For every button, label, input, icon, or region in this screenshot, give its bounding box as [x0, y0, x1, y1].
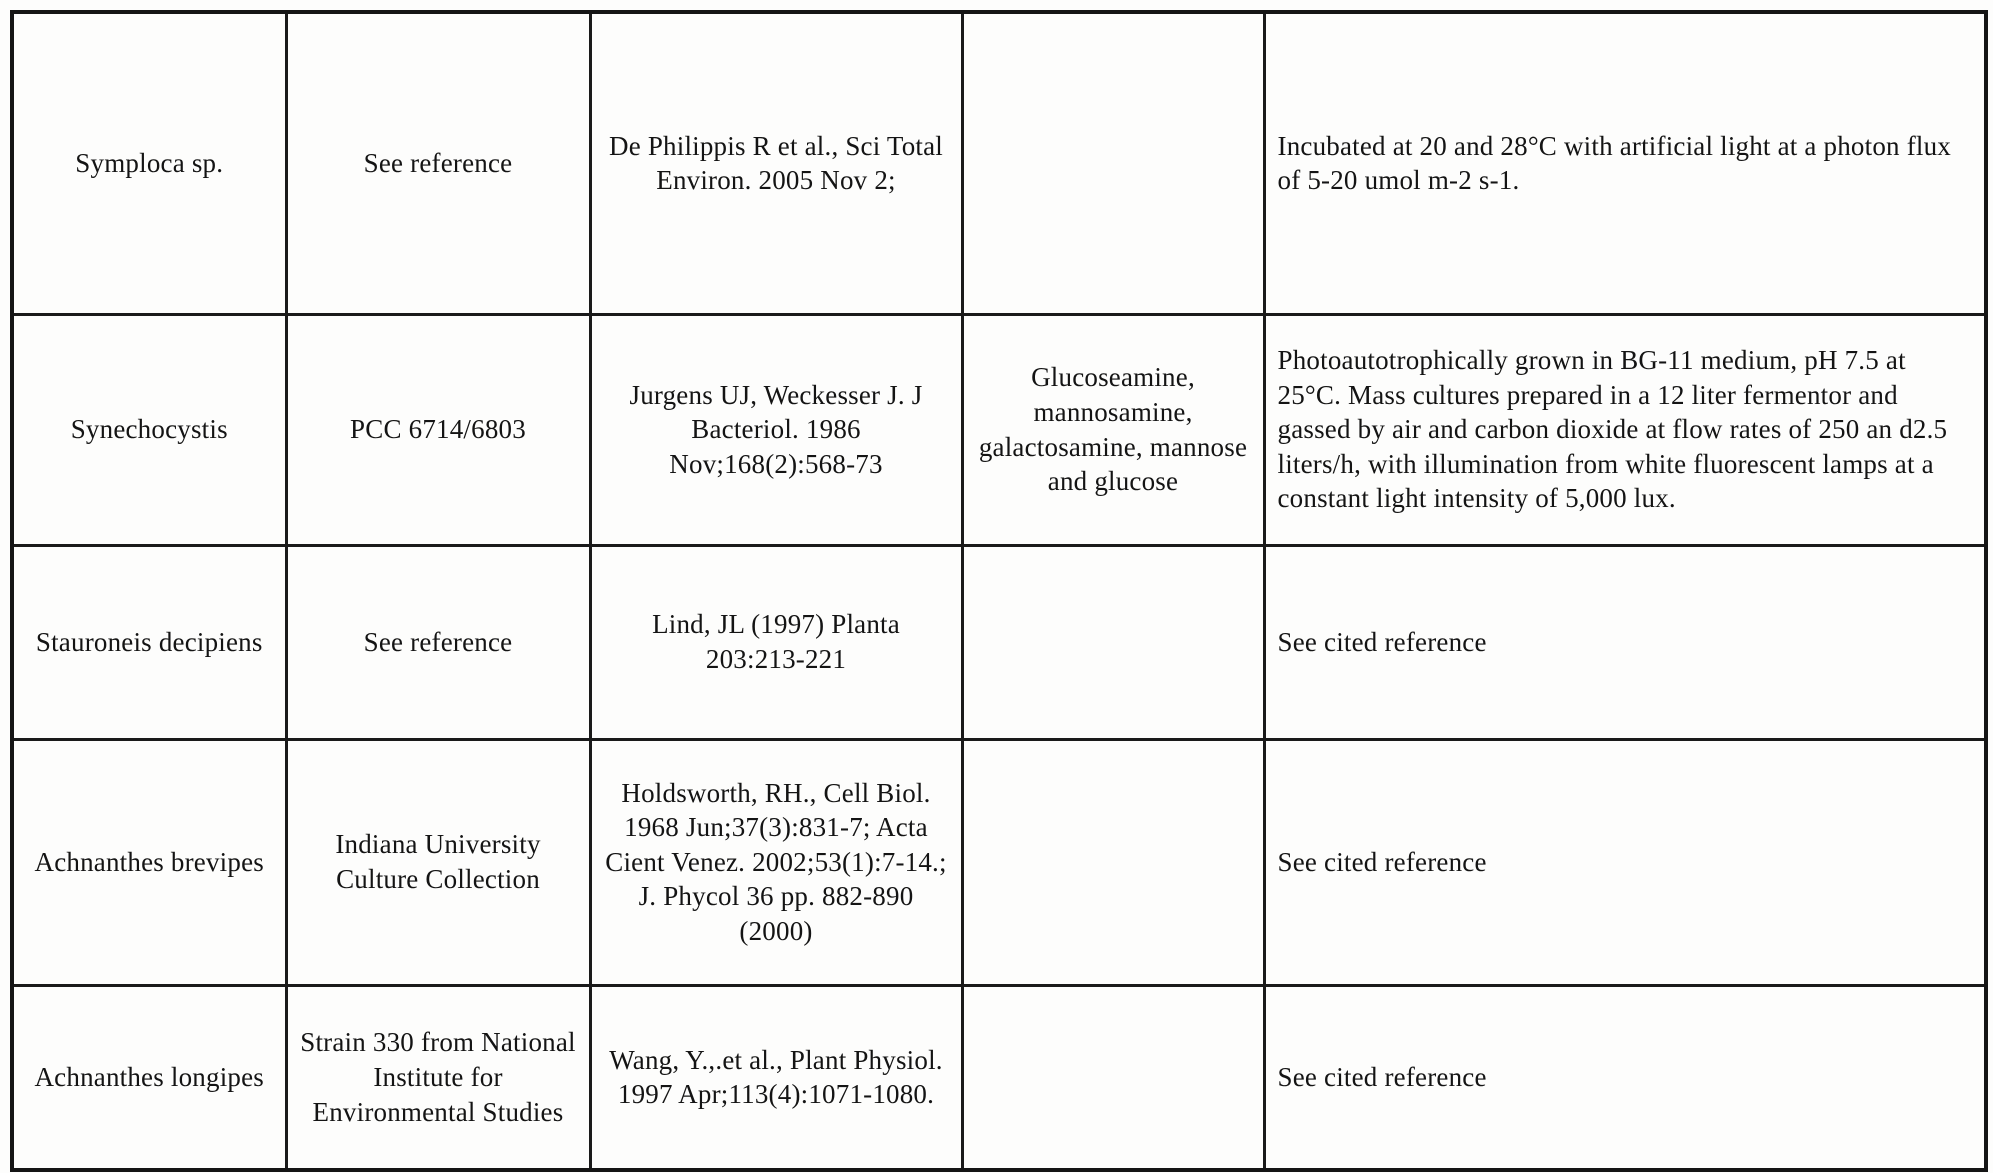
cell-reference: Jurgens UJ, Weckesser J. J Bacteriol. 1986 Nov;168(2):568-73	[590, 314, 962, 545]
table-row	[12, 985, 1986, 1170]
cell-sugars	[962, 739, 1264, 985]
cell-strain-source: PCC 6714/6803	[286, 314, 590, 545]
cell-strain-source: Strain 330 from National Institute for Environmental Studies	[286, 985, 590, 1170]
cell-reference: De Philippis R et al., Sci Total Environ. 2005 Nov 2;	[590, 12, 962, 314]
cell-strain-source: See reference	[286, 545, 590, 739]
cell-organism: Synechocystis	[12, 314, 286, 545]
table-row	[12, 545, 1986, 739]
cell-reference: Lind, JL (1997) Planta 203:213-221	[590, 545, 962, 739]
cell-organism: Achnanthes brevipes	[12, 739, 286, 985]
cell-culture-conditions: See cited reference	[1264, 739, 1986, 985]
cell-reference: Holdsworth, RH., Cell Biol. 1968 Jun;37(3):831-7; Acta Cient Venez. 2002;53(1):7-14.; J. Phycol 36 pp. 882-890 (2000)	[590, 739, 962, 985]
table-row	[12, 12, 1986, 314]
cell-culture-conditions: See cited reference	[1264, 985, 1986, 1170]
cell-organism: Stauroneis decipiens	[12, 545, 286, 739]
cell-strain-source: Indiana University Culture Collection	[286, 739, 590, 985]
culture-table	[10, 10, 1988, 1172]
cell-culture-conditions: Photoautotrophically grown in BG-11 medium, pH 7.5 at 25°C. Mass cultures prepared in a 12 liter fermentor and gassed by air and carbon dioxide at flow rates of 250 an d2.5 liters/h, with illumination from white fluorescent lamps at a constant light intensity of 5,000 lux.	[1264, 314, 1986, 545]
cell-reference: Wang, Y.,.et al., Plant Physiol. 1997 Apr;113(4):1071-1080.	[590, 985, 962, 1170]
table-row	[12, 314, 1986, 545]
cell-culture-conditions: Incubated at 20 and 28°C with artificial light at a photon flux of 5-20 umol m-2 s-1.	[1264, 12, 1986, 314]
cell-strain-source: See reference	[286, 12, 590, 314]
cell-organism: Achnanthes longipes	[12, 985, 286, 1170]
table-row	[12, 739, 1986, 985]
cell-sugars	[962, 12, 1264, 314]
cell-organism: Symploca sp.	[12, 12, 286, 314]
cell-sugars: Glucoseamine, mannosamine, galactosamine, mannose and glucose	[962, 314, 1264, 545]
cell-culture-conditions: See cited reference	[1264, 545, 1986, 739]
cell-sugars	[962, 545, 1264, 739]
cell-sugars	[962, 985, 1264, 1170]
